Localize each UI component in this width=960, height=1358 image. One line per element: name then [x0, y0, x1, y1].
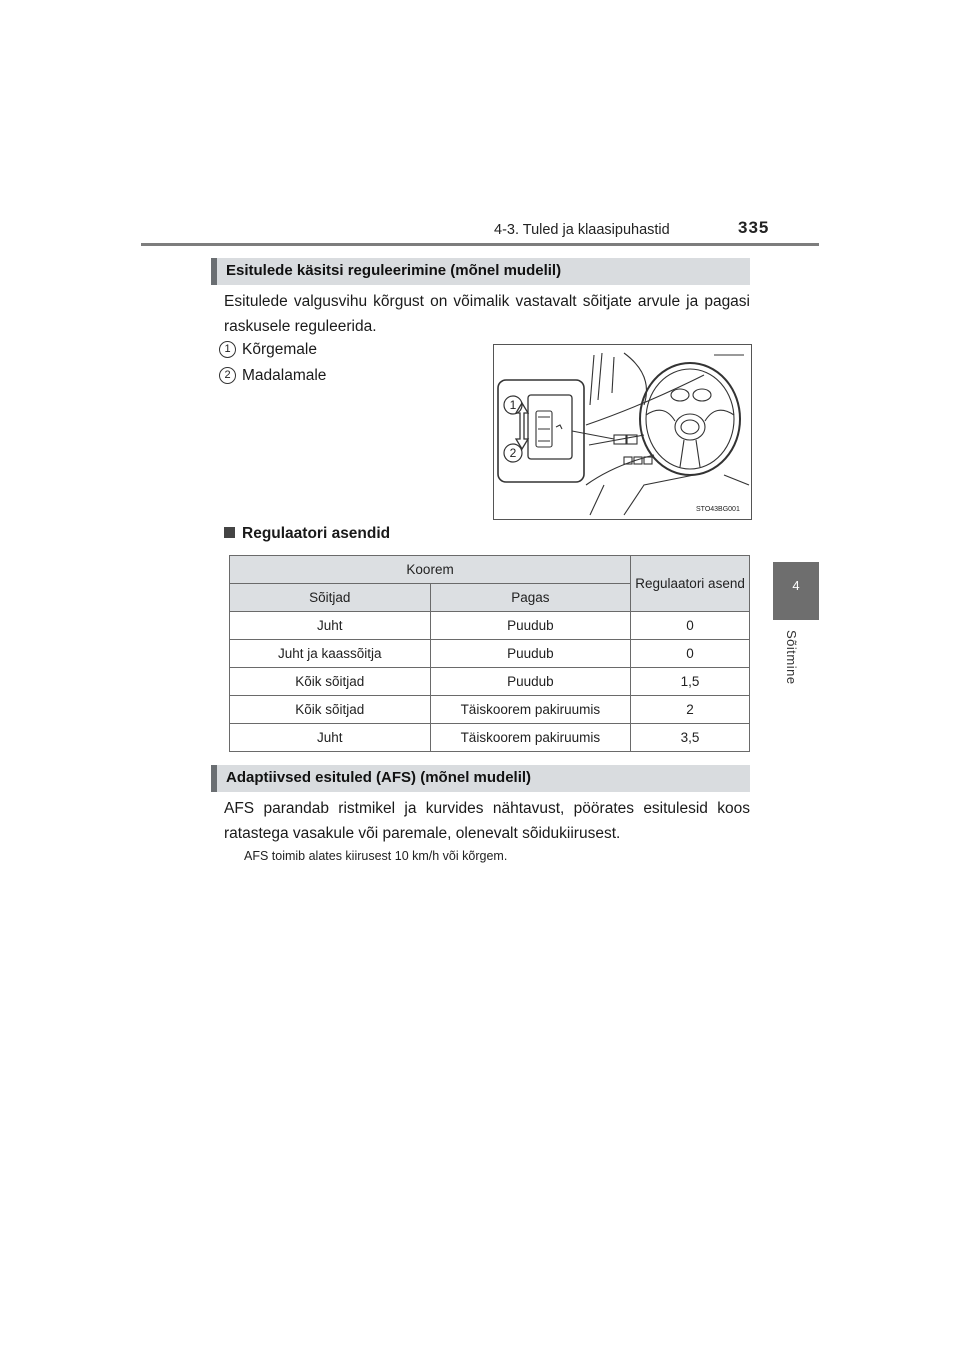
table-row — [230, 612, 750, 640]
page-number: 335 — [738, 218, 770, 237]
item-label-higher: Kõrgemale — [242, 341, 317, 358]
subsection-title: Regulaatori asendid — [242, 525, 391, 542]
table-cell: Puudub — [430, 640, 631, 668]
header-rule — [141, 243, 819, 246]
table-cell: 2 — [631, 696, 750, 724]
chapter-tab-label: Sõitmine — [784, 630, 799, 685]
table-row — [230, 668, 750, 696]
table-cell: Juht — [230, 612, 431, 640]
table-cell: 1,5 — [631, 668, 750, 696]
table-cell: Kõik sõitjad — [230, 668, 431, 696]
table-cell: Juht — [230, 724, 431, 752]
chapter-tab-number: 4 — [792, 578, 800, 593]
section1-paragraph: Esitulede valgusvihu kõrgust on võimalik vastavalt sõitjate arvule ja pagasi raskusele reguleerida. — [224, 293, 750, 335]
item-number-1: 1 — [219, 341, 236, 358]
square-bullet-icon — [224, 527, 235, 538]
subsection-heading — [224, 525, 390, 543]
dashboard-drawing — [494, 345, 751, 519]
table-row — [230, 724, 750, 752]
table-header-luggage: Pagas — [430, 584, 631, 612]
running-header-section: 4-3. Tuled ja klaasipuhastid — [494, 222, 670, 238]
figure-callout-2: 2 — [509, 446, 517, 460]
item-label-lower: Madalamale — [242, 367, 327, 384]
section-header-afs — [211, 765, 750, 792]
table-header-load: Koorem — [230, 556, 631, 584]
table-cell: 3,5 — [631, 724, 750, 752]
table-cell: Täiskoorem pakiruumis — [430, 696, 631, 724]
table-cell: Juht ja kaassõitja — [230, 640, 431, 668]
item-number-2: 2 — [219, 367, 236, 384]
table-row — [230, 640, 750, 668]
section-header-bar — [211, 258, 217, 285]
table-cell: Puudub — [430, 612, 631, 640]
section2-paragraph: AFS parandab ristmikel ja kurvides nähtavust, pöörates esitulesid koos ratastega vasakule või paremale, olenevalt sõidukiirusest. — [224, 800, 750, 842]
dial-position-table — [229, 555, 750, 752]
section-header-manual-leveling — [211, 258, 750, 285]
table-cell: Kõik sõitjad — [230, 696, 431, 724]
table-cell: 0 — [631, 640, 750, 668]
leveling-dial-illustration — [493, 344, 752, 520]
figure-callout-1: 1 — [509, 398, 517, 412]
table-cell: 0 — [631, 612, 750, 640]
section-title: Adaptiivsed esituled (AFS) (mõnel mudelil) — [226, 769, 532, 786]
table-cell: Puudub — [430, 668, 631, 696]
table-row — [230, 696, 750, 724]
table-header-occupants: Sõitjad — [230, 584, 431, 612]
table-cell: Täiskoorem pakiruumis — [430, 724, 631, 752]
figure-code: STO43BG001 — [696, 506, 740, 513]
table-header-dial-position: Regulaatori asend — [631, 556, 750, 612]
section-header-bar — [211, 765, 217, 792]
section-title: Esitulede käsitsi reguleerimine (mõnel mudelil) — [226, 262, 562, 279]
section2-note: AFS toimib alates kiirusest 10 km/h või kõrgem. — [244, 849, 508, 863]
